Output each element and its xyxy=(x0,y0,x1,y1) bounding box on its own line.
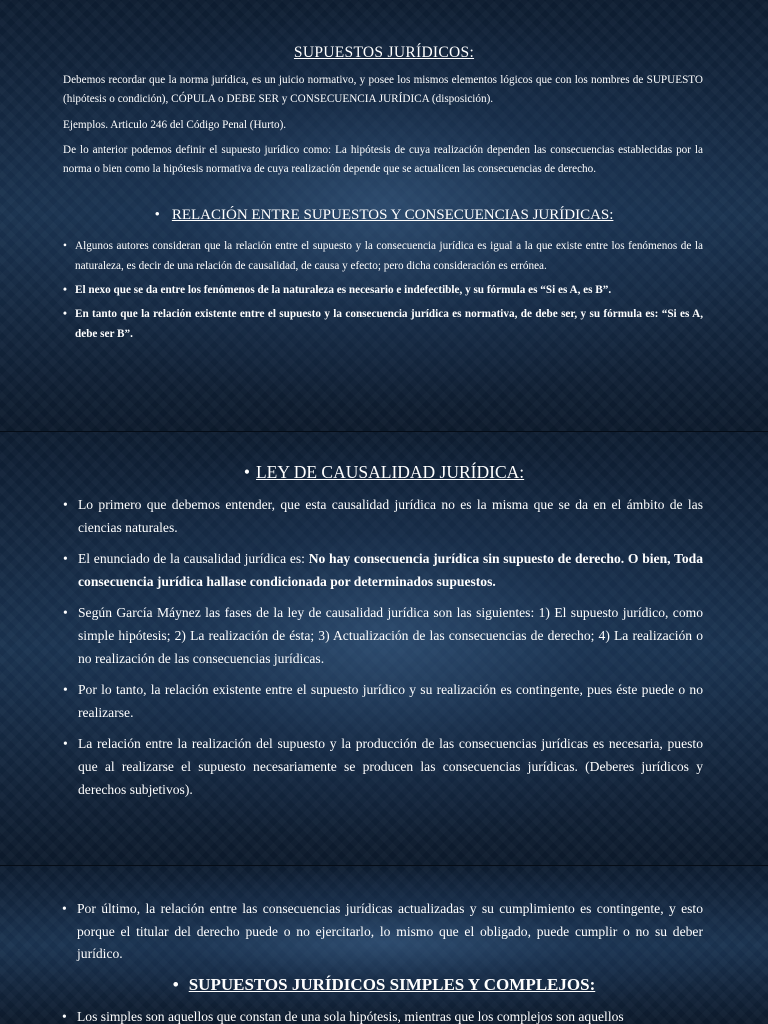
section-heading xyxy=(0,207,768,224)
list-item-text: Según García Máynez las fases de la ley de causalidad jurídica son las siguientes: 1) El supuesto jurídico, como simple hipótesis; 2) La realización de ésta; 3) Actualización de las consecuencias de derecho; 4) La realización o no realización de las consecuencias jurídicas. xyxy=(78,605,703,666)
list-item-text: La relación entre la realización del supuesto y la producción de las consecuencias jurídicas es necesaria, puesto que al realizarse el supuesto necesariamente se producen las consecuencias jurídicas. (Deberes jurídicos y derechos subjetivos). xyxy=(78,736,703,797)
bullet-icon: • xyxy=(63,551,68,566)
list-item-text: En tanto que la relación existente entre el supuesto y la consecuencia jurídica es normativa, de debe ser, y su fórmula es: “Si es A, debe ser B”. xyxy=(75,308,703,340)
list-item-text: Por lo tanto, la relación existente entre el supuesto jurídico y su realización es contingente, pues éste puede o no realizarse. xyxy=(78,682,703,720)
list-item-text: El enunciado de la causalidad jurídica es: xyxy=(78,551,309,566)
list-item xyxy=(63,732,703,801)
bullet-icon: • xyxy=(63,284,67,296)
list-item-text: Por último, la relación entre las consecuencias jurídicas actualizadas y su cumplimiento es contingente, y esto porque el titular del derecho puede o no ejercitarlo, lo mismo que el obligado, puede cumplir o no su deber jurídico. xyxy=(77,901,703,961)
list-item xyxy=(63,236,703,276)
list-item xyxy=(63,601,703,670)
bullet-icon: • xyxy=(243,462,250,482)
list-item xyxy=(62,1006,703,1024)
bullet-icon: • xyxy=(63,497,68,512)
slide-ley-causalidad xyxy=(0,432,768,866)
heading-text: LEY DE CAUSALIDAD JURÍDICA: xyxy=(255,462,525,482)
bullet-icon: • xyxy=(63,308,67,320)
bullet-list xyxy=(63,493,704,809)
list-item-text: Algunos autores consideran que la relación entre el supuesto y la consecuencia jurídica es igual a la que existe entre los fenómenos de la naturaleza, es decir de una relación de causalidad, de causa y efecto; pero dicha consideración es errónea. xyxy=(75,240,703,272)
bullet-list xyxy=(62,898,703,966)
bullet-icon: • xyxy=(63,736,68,751)
list-item xyxy=(63,304,703,344)
bullet-icon: • xyxy=(63,682,68,697)
section-heading xyxy=(0,462,768,483)
list-item-text: El nexo que se da entre los fenómenos de la naturaleza es necesario e indefectible, y su fórmula es “Si es A, es B”. xyxy=(75,284,612,296)
bullet-icon: • xyxy=(62,901,67,916)
bullet-list xyxy=(62,1006,703,1024)
bullet-icon: • xyxy=(63,240,67,252)
slide-title: SUPUESTOS JURÍDICOS: xyxy=(293,44,475,61)
slide-supuestos-juridicos xyxy=(0,0,768,432)
list-item-text: Los simples son aquellos que constan de una sola hipótesis, mientras que los complejos son aquellos xyxy=(77,1009,624,1024)
heading-text: SUPUESTOS JURÍDICOS SIMPLES Y COMPLEJOS: xyxy=(188,975,596,994)
paragraph-norma-juridica: Debemos recordar que la norma jurídica, es un juicio normativo, y posee los mismos elementos lógicos que con los nombres de SUPUESTO (hipótesis o condición), CÓPULA o DEBE SER y CONSECUENCIA JURÍDICA (disposición). xyxy=(63,74,703,105)
paragraph-ejemplos: Ejemplos. Articulo 246 del Código Penal (Hurto). xyxy=(63,119,287,131)
heading-text: RELACIÓN ENTRE SUPUESTOS Y CONSECUENCIAS JURÍDICAS: xyxy=(171,207,614,223)
slide-supuestos-simples-complejos xyxy=(0,866,768,1024)
list-item xyxy=(63,678,703,724)
bullet-icon: • xyxy=(172,975,179,994)
list-item xyxy=(63,493,703,539)
bullet-list xyxy=(63,236,703,348)
list-item xyxy=(63,547,704,593)
section-heading xyxy=(0,975,768,995)
list-item xyxy=(63,280,703,300)
paragraph-definicion: De lo anterior podemos definir el supuesto jurídico como: La hipótesis de cuya realización dependen las consecuencias establecidas por la norma o bien como la hipótesis normativa de cuya realización depende que se actualicen las consecuencias de derecho. xyxy=(63,144,703,175)
bullet-icon: • xyxy=(63,605,68,620)
list-item-text: Lo primero que debemos entender, que esta causalidad jurídica no es la misma que se da en el ámbito de las ciencias naturales. xyxy=(78,497,703,535)
bullet-icon: • xyxy=(154,207,160,223)
list-item xyxy=(62,898,703,966)
bullet-icon: • xyxy=(62,1009,67,1024)
list-item-bold-text: No hay consecuencia jurídica sin supuesto de derecho. O bien, Toda consecuencia jurídica hallase condicionada por determinados supuestos. xyxy=(78,551,704,589)
